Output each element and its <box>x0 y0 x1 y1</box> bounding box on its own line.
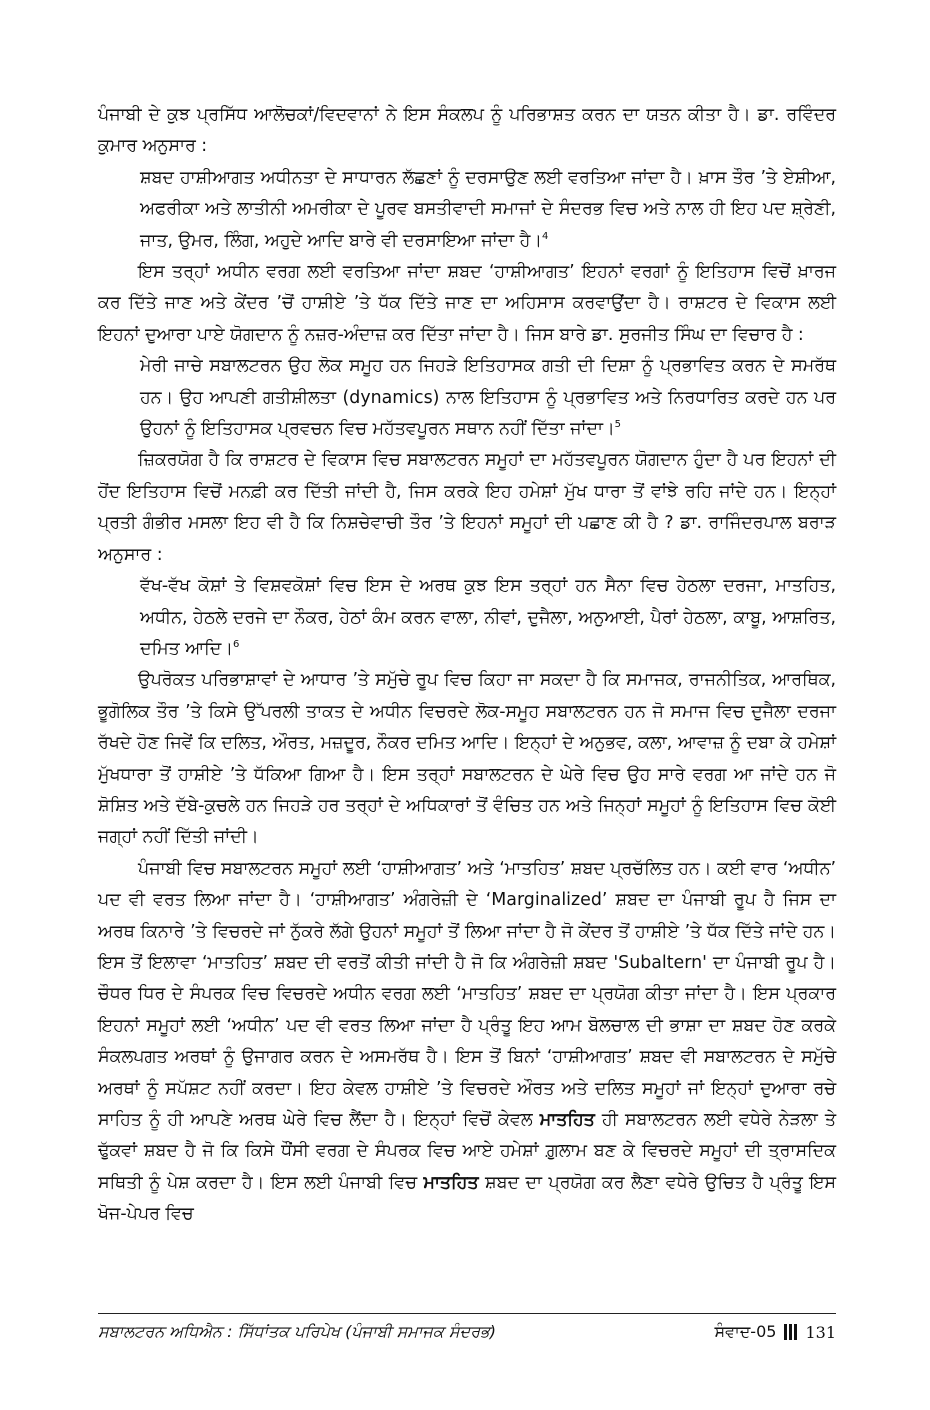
text-run: ਪੰਜਾਬੀ ਵਿਚ ਸਬਾਲਟਰਨ ਸਮੂਹਾਂ ਲਈ ‘ਹਾਸ਼ੀਆਗਤ’ ਅਤੇ ‘ਮਾਤਹਿਤ’ ਸ਼ਬਦ ਪ੍ਰਚੱਲਿਤ ਹਨ। ਕਈ ਵਾਰ ‘ਅਧੀਨ’ ਪਦ ਵੀ ਵਰਤ ਲਿਆ ਜਾਂਦਾ ਹੈ। ‘ਹਾਸ਼ੀਆਗਤ’ ਅੰਗਰੇਜ਼ੀ ਦੇ ‘Marginalized’ ਸ਼ਬਦ ਦਾ ਪੰਜਾਬੀ ਰੂਪ ਹੈ ਜਿਸ ਦਾ ਅਰਥ ਕਿਨਾਰੇ ’ਤੇ ਵਿਚਰਦੇ ਜਾਂ ਨੁੱਕਰੇ ਲੱਗੇ ਉਹਨਾਂ ਸਮੂਹਾਂ ਤੋਂ ਲਿਆ ਜਾਂਦਾ ਹੈ ਜੋ ਕੇਂਦਰ ਤੋਂ ਹਾਸ਼ੀਏ ’ਤੇ ਧੱਕ ਦਿੱਤੇ ਜਾਂਦੇ ਹਨ। ਇਸ ਤੋਂ ਇਲਾਵਾ ‘ਮਾਤਹਿਤ’ ਸ਼ਬਦ ਦੀ ਵਰਤੋਂ ਕੀਤੀ ਜਾਂਦੀ ਹੈ ਜੋ ਕਿ ਅੰਗਰੇਜ਼ੀ ਸ਼ਬਦ 'Subaltern' ਦਾ ਪੰਜਾਬੀ ਰੂਪ ਹੈ। ਚੌਧਰ ਧਿਰ ਦੇ ਸੰਪਰਕ ਵਿਚ ਵਿਚਰਦੇ ਅਧੀਨ ਵਰਗ ਲਈ ‘ਮਾਤਹਿਤ’ ਸ਼ਬਦ ਦਾ ਪ੍ਰਯੋਗ ਕੀਤਾ ਜਾਂਦਾ ਹੈ। ਇਸ ਪ੍ਰਕਾਰ ਇਹਨਾਂ ਸਮੂਹਾਂ ਲਈ ‘ਅਧੀਨ’ ਪਦ ਵੀ ਵਰਤ ਲਿਆ ਜਾਂਦਾ ਹੈ ਪ੍ਰੰਤੂ ਇਹ ਆਮ ਬੋਲਚਾਲ ਦੀ ਭਾਸ਼ਾ ਦਾ ਸ਼ਬਦ ਹੋਣ ਕਰਕੇ ਸੰਕਲਪਗਤ ਅਰਥਾਂ ਨੂੰ ਉਜਾਗਰ ਕਰਨ ਦੇ ਅਸਮਰੱਥ ਹੈ। ਇਸ ਤੋਂ ਬਿਨਾਂ ‘ਹਾਸ਼ੀਆਗਤ’ ਸ਼ਬਦ ਵੀ ਸਬਾਲਟਰਨ ਦੇ ਸਮੁੱਚੇ ਅਰਥਾਂ ਨੂੰ ਸਪੱਸ਼ਟ ਨਹੀਂ ਕਰਦਾ। ਇਹ ਕੇਵਲ ਹਾਸ਼ੀਏ ’ਤੇ ਵਿਚਰਦੇ ਔਰਤ ਅਤੇ ਦਲਿਤ ਸਮੂਹਾਂ ਜਾਂ ਇਨ੍ਹਾਂ ਦੁਆਰਾ ਰਚੇ ਸਾਹਿਤ ਨੂੰ ਹੀ ਆਪਣੇ ਅਰਥ ਘੇਰੇ ਵਿਚ ਲੈਂਦਾ ਹੈ। ਇਨ੍ਹਾਂ ਵਿਚੋਂ ਕੇਵਲ <box>98 858 836 1130</box>
paragraph: ਇਸ ਤਰ੍ਹਾਂ ਅਧੀਨ ਵਰਗ ਲਈ ਵਰਤਿਆ ਜਾਂਦਾ ਸ਼ਬਦ ‘ਹਾਸ਼ੀਆਗਤ’ ਇਹਨਾਂ ਵਰਗਾਂ ਨੂੰ ਇਤਿਹਾਸ ਵਿਚੋਂ ਖ਼ਾਰਜ ਕਰ ਦਿੱਤੇ ਜਾਣ ਅਤੇ ਕੇਂਦਰ ’ਚੋਂ ਹਾਸ਼ੀਏ ’ਤੇ ਧੱਕ ਦਿੱਤੇ ਜਾਣ ਦਾ ਅਹਿਸਾਸ ਕਰਵਾਉਂਦਾ ਹੈ। ਰਾਸ਼ਟਰ ਦੇ ਵਿਕਾਸ ਲਈ ਇਹਨਾਂ ਦੁਆਰਾ ਪਾਏ ਯੋਗਦਾਨ ਨੂੰ ਨਜ਼ਰ-ਅੰਦਾਜ਼ ਕਰ ਦਿੱਤਾ ਜਾਂਦਾ ਹੈ। ਜਿਸ ਬਾਰੇ ਡਾ. ਸੁਰਜੀਤ ਸਿੰਘ ਦਾ ਵਿਚਾਰ ਹੈ : <box>98 262 836 345</box>
quote-text: ਮੇਰੀ ਜਾਚੇ ਸਬਾਲਟਰਨ ਉਹ ਲੋਕ ਸਮੂਹ ਹਨ ਜਿਹੜੇ ਇਤਿਹਾਸਕ ਗਤੀ ਦੀ ਦਿਸ਼ਾ ਨੂੰ ਪ੍ਰਭਾਵਿਤ ਕਰਨ ਦੇ ਸਮਰੱਥ ਹਨ। ਉਹ ਆਪਣੀ ਗਤੀਸ਼ੀਲਤਾ (dynamics) ਨਾਲ ਇਤਿਹਾਸ ਨੂੰ ਪ੍ਰਭਾਵਿਤ ਅਤੇ ਨਿਰਧਾਰਿਤ ਕਰਦੇ ਹਨ ਪਰ ਉਹਨਾਂ ਨੂੰ ਇਤਿਹਾਸਕ ਪ੍ਰਵਚਨ ਵਿਚ ਮਹੱਤਵਪੂਰਨ ਸਥਾਨ ਨਹੀਂ ਦਿੱਤਾ ਜਾਂਦਾ। <box>140 356 836 440</box>
bars-icon <box>784 1324 797 1340</box>
running-title: ਸਬਾਲਟਰਨ ਅਧਿਐਨ : ਸਿੱਧਾਂਤਕ ਪਰਿਪੇਖ (ਪੰਜਾਬੀ ਸਮਾਜਕ ਸੰਦਰਭ) <box>98 1322 497 1341</box>
journal-name: ਸੰਵਾਦ-05 <box>714 1322 777 1341</box>
block-quote <box>140 163 836 257</box>
block-quote <box>140 571 836 665</box>
paragraph: ਉਪਰੋਕਤ ਪਰਿਭਾਸ਼ਾਵਾਂ ਦੇ ਆਧਾਰ ’ਤੇ ਸਮੁੱਚੇ ਰੂਪ ਵਿਚ ਕਿਹਾ ਜਾ ਸਕਦਾ ਹੈ ਕਿ ਸਮਾਜਕ, ਰਾਜਨੀਤਿਕ, ਆਰਥਿਕ, ਭੂਗੋਲਿਕ ਤੌਰ ’ਤੇ ਕਿਸੇ ਉੱਪਰਲੀ ਤਾਕਤ ਦੇ ਅਧੀਨ ਵਿਚਰਦੇ ਲੋਕ-ਸਮੂਹ ਸਬਾਲਟਰਨ ਹਨ ਜੋ ਸਮਾਜ ਵਿਚ ਦੁਜੈਲਾ ਦਰਜਾ ਰੱਖਦੇ ਹੋਣ ਜਿਵੇਂ ਕਿ ਦਲਿਤ, ਔਰਤ, ਮਜ਼ਦੂਰ, ਨੌਕਰ ਦਮਿਤ ਆਦਿ। ਇਨ੍ਹਾਂ ਦੇ ਅਨੁਭਵ, ਕਲਾ, ਆਵਾਜ਼ ਨੂੰ ਦਬਾ ਕੇ ਹਮੇਸ਼ਾਂ ਮੁੱਖਧਾਰਾ ਤੋਂ ਹਾਸ਼ੀਏ ’ਤੇ ਧੱਕਿਆ ਗਿਆ ਹੈ। ਇਸ ਤਰ੍ਹਾਂ ਸਬਾਲਟਰਨ ਦੇ ਘੇਰੇ ਵਿਚ ਉਹ ਸਾਰੇ ਵਰਗ ਆ ਜਾਂਦੇ ਹਨ ਜੋ ਸ਼ੋਸ਼ਿਤ ਅਤੇ ਦੱਬੇ-ਕੁਚਲੇ ਹਨ ਜਿਹੜੇ ਹਰ ਤਰ੍ਹਾਂ ਦੇ ਅਧਿਕਾਰਾਂ ਤੋਂ ਵੰਚਿਤ ਹਨ ਅਤੇ ਜਿਨ੍ਹਾਂ ਸਮੂਹਾਂ ਨੂੰ ਇਤਿਹਾਸ ਵਿਚ ਕੋਈ ਜਗ੍ਹਾਂ ਨਹੀਂ ਦਿੱਤੀ ਜਾਂਦੀ। <box>98 670 836 848</box>
paragraph: ਪੰਜਾਬੀ ਦੇ ਕੁਝ ਪ੍ਰਸਿੱਧ ਆਲੋਚਕਾਂ/ਵਿਦਵਾਨਾਂ ਨੇ ਇਸ ਸੰਕਲਪ ਨੂੰ ਪਰਿਭਾਸ਼ਤ ਕਰਨ ਦਾ ਯਤਨ ਕੀਤਾ ਹੈ। ਡਾ. ਰਵਿੰਦਰ ਕੁਮਾਰ ਅਨੁਸਾਰ : <box>98 105 836 157</box>
bold-term: ਮਾਤਹਿਤ <box>539 1110 595 1130</box>
page-body <box>98 100 836 1231</box>
text-run: ਹੀ ਸਬਾਲਟਰਨ ਲਈ ਵਧੇਰੇ ਨੇੜਲਾ ਤੇ ਢੁੱਕਵਾਂ ਸ਼ਬਦ ਹੈ ਜੋ ਕਿ ਕਿਸੇ ਧੌਂਸੀ ਵਰਗ ਦੇ ਸੰਪਰਕ ਵਿਚ ਆਏ ਹਮੇਸ਼ਾਂ ਗ਼ੁਲਾਮ ਬਣ ਕੇ ਵਿਚਰਦੇ ਸਮੂਹਾਂ ਦੀ ਤ੍ਰਾਸਦਿਕ ਸਥਿਤੀ ਨੂੰ ਪੇਸ਼ ਕਰਦਾ ਹੈ। ਇਸ ਲਈ ਪੰਜਾਬੀ ਵਿਚ <box>98 1110 837 1193</box>
quote-text: ਵੱਖ-ਵੱਖ ਕੋਸ਼ਾਂ ਤੇ ਵਿਸ਼ਵਕੋਸ਼ਾਂ ਵਿਚ ਇਸ ਦੇ ਅਰਥ ਕੁਝ ਇਸ ਤਰ੍ਹਾਂ ਹਨ ਸੈਨਾ ਵਿਚ ਹੇਠਲਾ ਦਰਜਾ, ਮਾਤਹਿਤ, ਅਧੀਨ, ਹੇਠਲੇ ਦਰਜੇ ਦਾ ਨੌਕਰ, ਹੇਠਾਂ ਕੰਮ ਕਰਨ ਵਾਲਾ, ਨੀਵਾਂ, ਦੁਜੈਲਾ, ਅਨੁਆਈ, ਪੈਰਾਂ ਹੇਠਲਾ, ਕਾਬੂ, ਆਸ਼ਰਿਤ, ਦਮਿਤ ਆਦਿ। <box>140 576 836 659</box>
page-number: 131 <box>805 1322 836 1342</box>
text-run: ਸ਼ਬਦ ਦਾ ਪ੍ਰਯੋਗ ਕਰ ਲੈਣਾ ਵਧੇਰੇ ਉਚਿਤ ਹੈ ਪ੍ਰੰਤੂ ਇਸ ਖੋਜ-ਪੇਪਰ ਵਿਚ <box>98 1172 837 1225</box>
footnote-marker: 4 <box>542 230 549 242</box>
footer-right <box>714 1322 836 1342</box>
footnote-marker: 5 <box>614 419 622 431</box>
paragraph-last <box>98 854 836 1231</box>
block-quote <box>140 351 836 445</box>
page-footer <box>98 1313 836 1342</box>
quote-text: ਸ਼ਬਦ ਹਾਸ਼ੀਆਗਤ ਅਧੀਨਤਾ ਦੇ ਸਾਧਾਰਨ ਲੱਛਣਾਂ ਨੂੰ ਦਰਸਾਉਣ ਲਈ ਵਰਤਿਆ ਜਾਂਦਾ ਹੈ। ਖ਼ਾਸ ਤੌਰ ’ਤੇ ਏਸ਼ੀਆ, ਅਫਰੀਕਾ ਅਤੇ ਲਾਤੀਨੀ ਅਮਰੀਕਾ ਦੇ ਪੂਰਵ ਬਸਤੀਵਾਦੀ ਸਮਾਜਾਂ ਦੇ ਸੰਦਰਭ ਵਿਚ ਅਤੇ ਨਾਲ ਹੀ ਇਹ ਪਦ ਸ਼੍ਰੇਣੀ, ਜਾਤ, ਉਮਰ, ਲਿੰਗ, ਅਹੁਦੇ ਆਦਿ ਬਾਰੇ ਵੀ ਦਰਸਾਇਆ ਜਾਂਦਾ ਹੈ। <box>140 167 836 251</box>
paragraph: ਜ਼ਿਕਰਯੋਗ ਹੈ ਕਿ ਰਾਸ਼ਟਰ ਦੇ ਵਿਕਾਸ ਵਿਚ ਸਬਾਲਟਰਨ ਸਮੂਹਾਂ ਦਾ ਮਹੱਤਵਪੂਰਨ ਯੋਗਦਾਨ ਹੁੰਦਾ ਹੈ ਪਰ ਇਹਨਾਂ ਦੀ ਹੋਂਦ ਇਤਿਹਾਸ ਵਿਚੋਂ ਮਨਫ਼ੀ ਕਰ ਦਿੱਤੀ ਜਾਂਦੀ ਹੈ, ਜਿਸ ਕਰਕੇ ਇਹ ਹਮੇਸ਼ਾਂ ਮੁੱਖ ਧਾਰਾ ਤੋਂ ਵਾਂਝੇ ਰਹਿ ਜਾਂਦੇ ਹਨ। ਇਨ੍ਹਾਂ ਪ੍ਰਤੀ ਗੰਭੀਰ ਮਸਲਾ ਇਹ ਵੀ ਹੈ ਕਿ ਨਿਸ਼ਚੇਵਾਚੀ ਤੌਰ ’ਤੇ ਇਹਨਾਂ ਸਮੂਹਾਂ ਦੀ ਪਛਾਣ ਕੀ ਹੈ ? ਡਾ. ਰਾਜਿੰਦਰਪਾਲ ਬਰਾੜ ਅਨੁਸਾਰ : <box>98 450 836 565</box>
bold-term: ਮਾਤਹਿਤ <box>423 1172 479 1193</box>
footnote-marker: 6 <box>232 639 240 651</box>
